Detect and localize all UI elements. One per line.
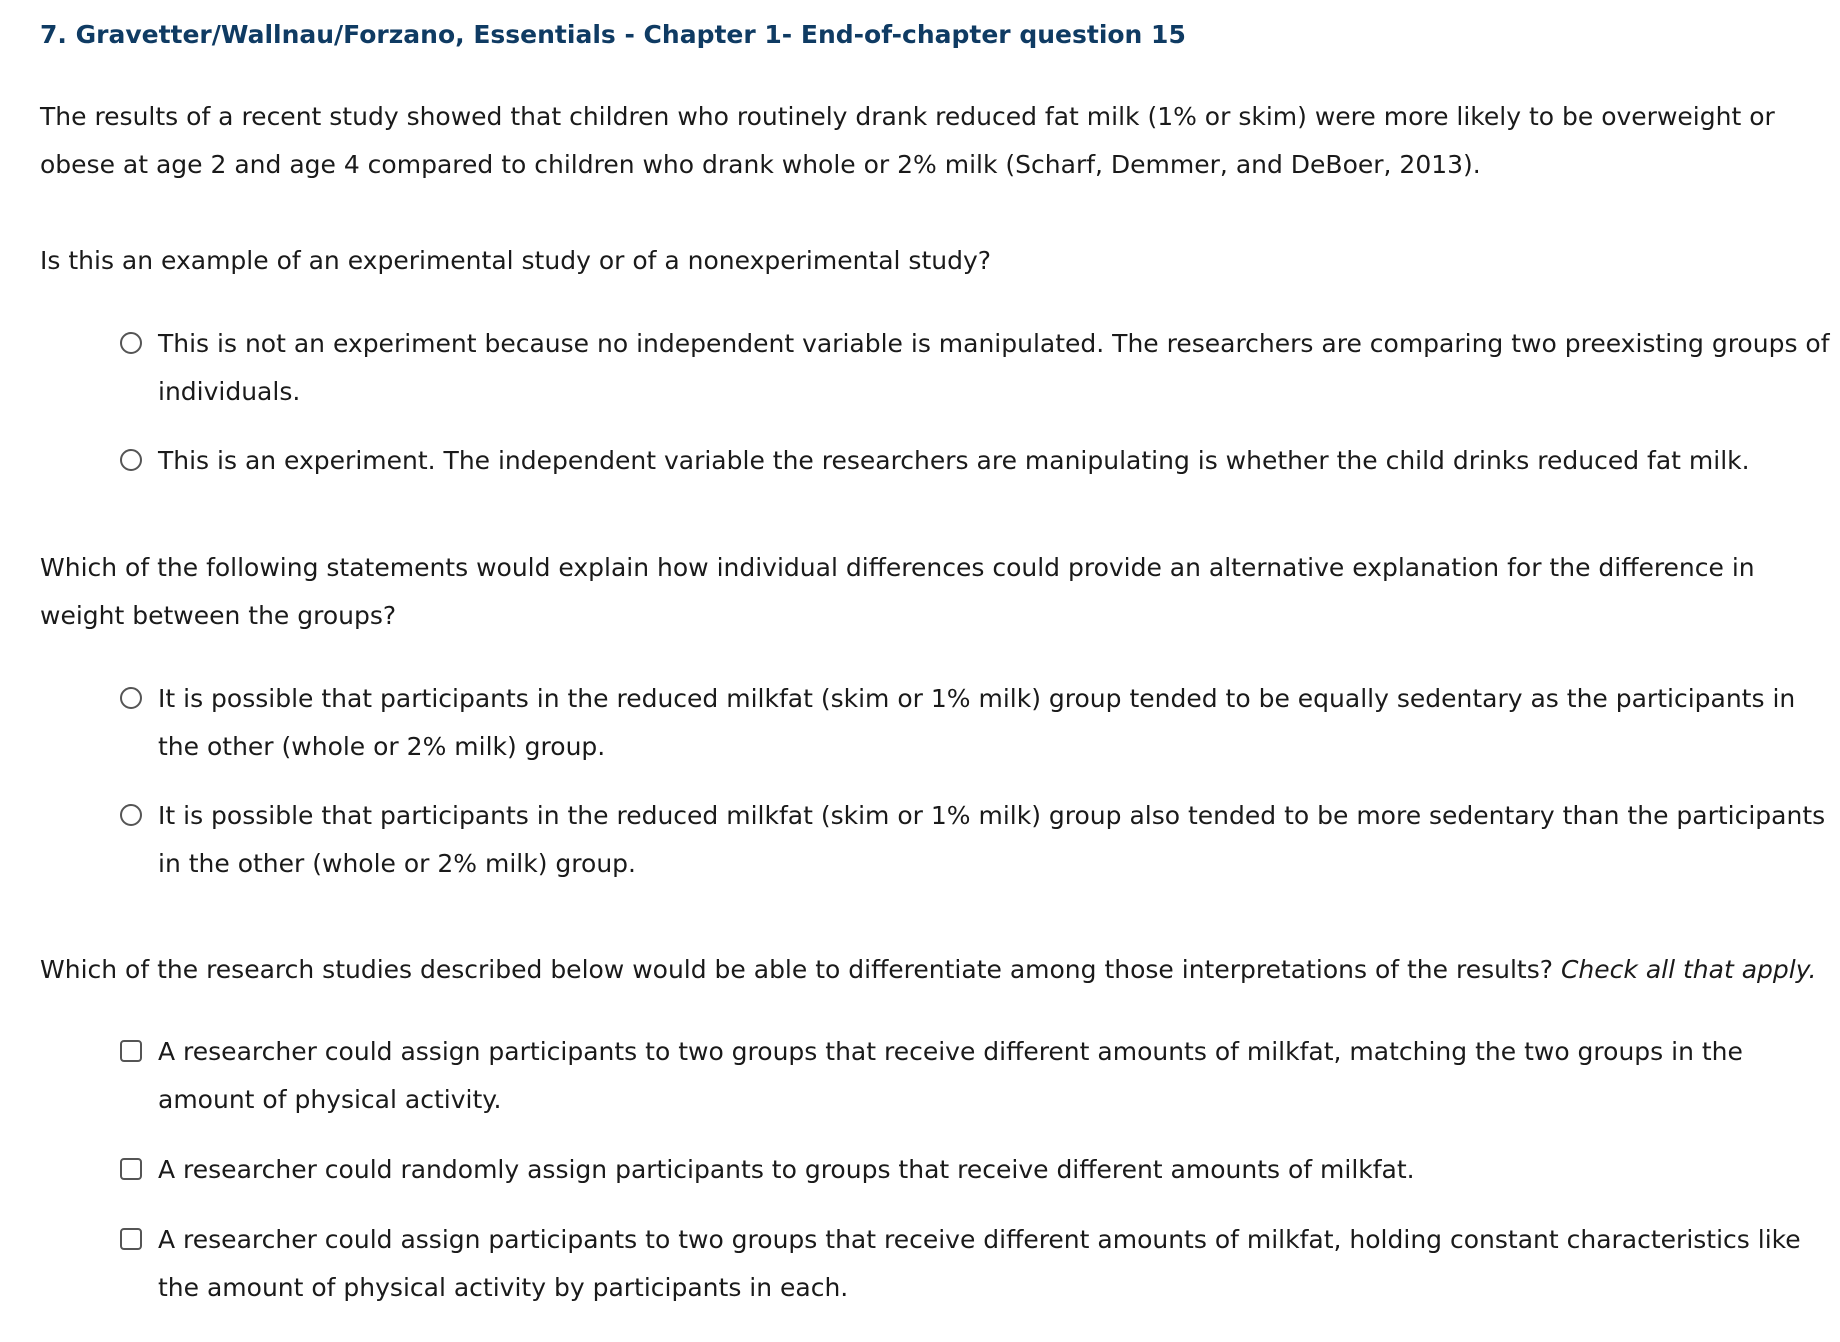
option-label: This is not an experiment because no independent variable is manipulated. The researchers are comparing two preexisting groups of individuals. (158, 329, 1830, 406)
option-label: It is possible that participants in the reduced milkfat (skim or 1% milk) group also tended to be more sedentary than the participants in the other (whole or 2% milk) group. (158, 801, 1826, 878)
option-label: A researcher could randomly assign participants to groups that receive different amounts of milkfat. (158, 1155, 1415, 1184)
option-label: A researcher could assign participants to two groups that receive different amounts of milkfat, matching the two groups in the amount of physical activity. (158, 1037, 1743, 1114)
radio-button[interactable] (120, 687, 142, 709)
checkbox[interactable] (120, 1040, 142, 1062)
option-label: It is possible that participants in the reduced milkfat (skim or 1% milk) group tended to be equally sedentary as the participants in the other (whole or 2% milk) group. (158, 684, 1796, 761)
radio-button[interactable] (120, 449, 142, 471)
option-label: This is an experiment. The independent variable the researchers are manipulating is whether the child drinks reduced fat milk. (158, 446, 1750, 475)
question1-prompt: Is this an example of an experimental study or of a nonexperimental study? (40, 246, 992, 275)
question-title: 7. Gravetter/Wallnau/Forzano, Essentials - Chapter 1- End-of-chapter question 15 (40, 20, 1186, 49)
question2-prompt: Which of the following statements would explain how individual differences could provide an alternative explanation for the difference in weight between the groups? (40, 553, 1755, 630)
checkbox[interactable] (120, 1228, 142, 1250)
checkbox[interactable] (120, 1158, 142, 1180)
option-label: A researcher could assign participants to two groups that receive different amounts of milkfat, holding constant characteristics like the amount of physical activity by participants in each. (158, 1225, 1801, 1302)
question1-option-experiment[interactable] (120, 437, 1840, 485)
question3-prompt-text: Which of the research studies described below would be able to differentiate among those interpretations of the results? (40, 955, 1554, 984)
question3-instruction: Check all that apply. (1560, 955, 1817, 984)
intro-paragraph: The results of a recent study showed that children who routinely drank reduced fat milk (1% or skim) were more likely to be overweight or obese at age 2 and age 4 compared to children who drank whole or 2% milk (Scharf, Demmer, and DeBoer, 2013). (40, 102, 1775, 179)
question2-option-more-sedentary[interactable] (120, 792, 1840, 888)
question3-prompt (40, 946, 1840, 994)
question3-option-holding-constant[interactable] (120, 1216, 1840, 1312)
question3-option-random-assignment[interactable] (120, 1146, 1840, 1194)
radio-button[interactable] (120, 332, 142, 354)
radio-button[interactable] (120, 804, 142, 826)
question1-option-not-experiment[interactable] (120, 320, 1840, 416)
question2-option-equally-sedentary[interactable] (120, 675, 1840, 771)
question3-option-matching-groups[interactable] (120, 1028, 1840, 1124)
